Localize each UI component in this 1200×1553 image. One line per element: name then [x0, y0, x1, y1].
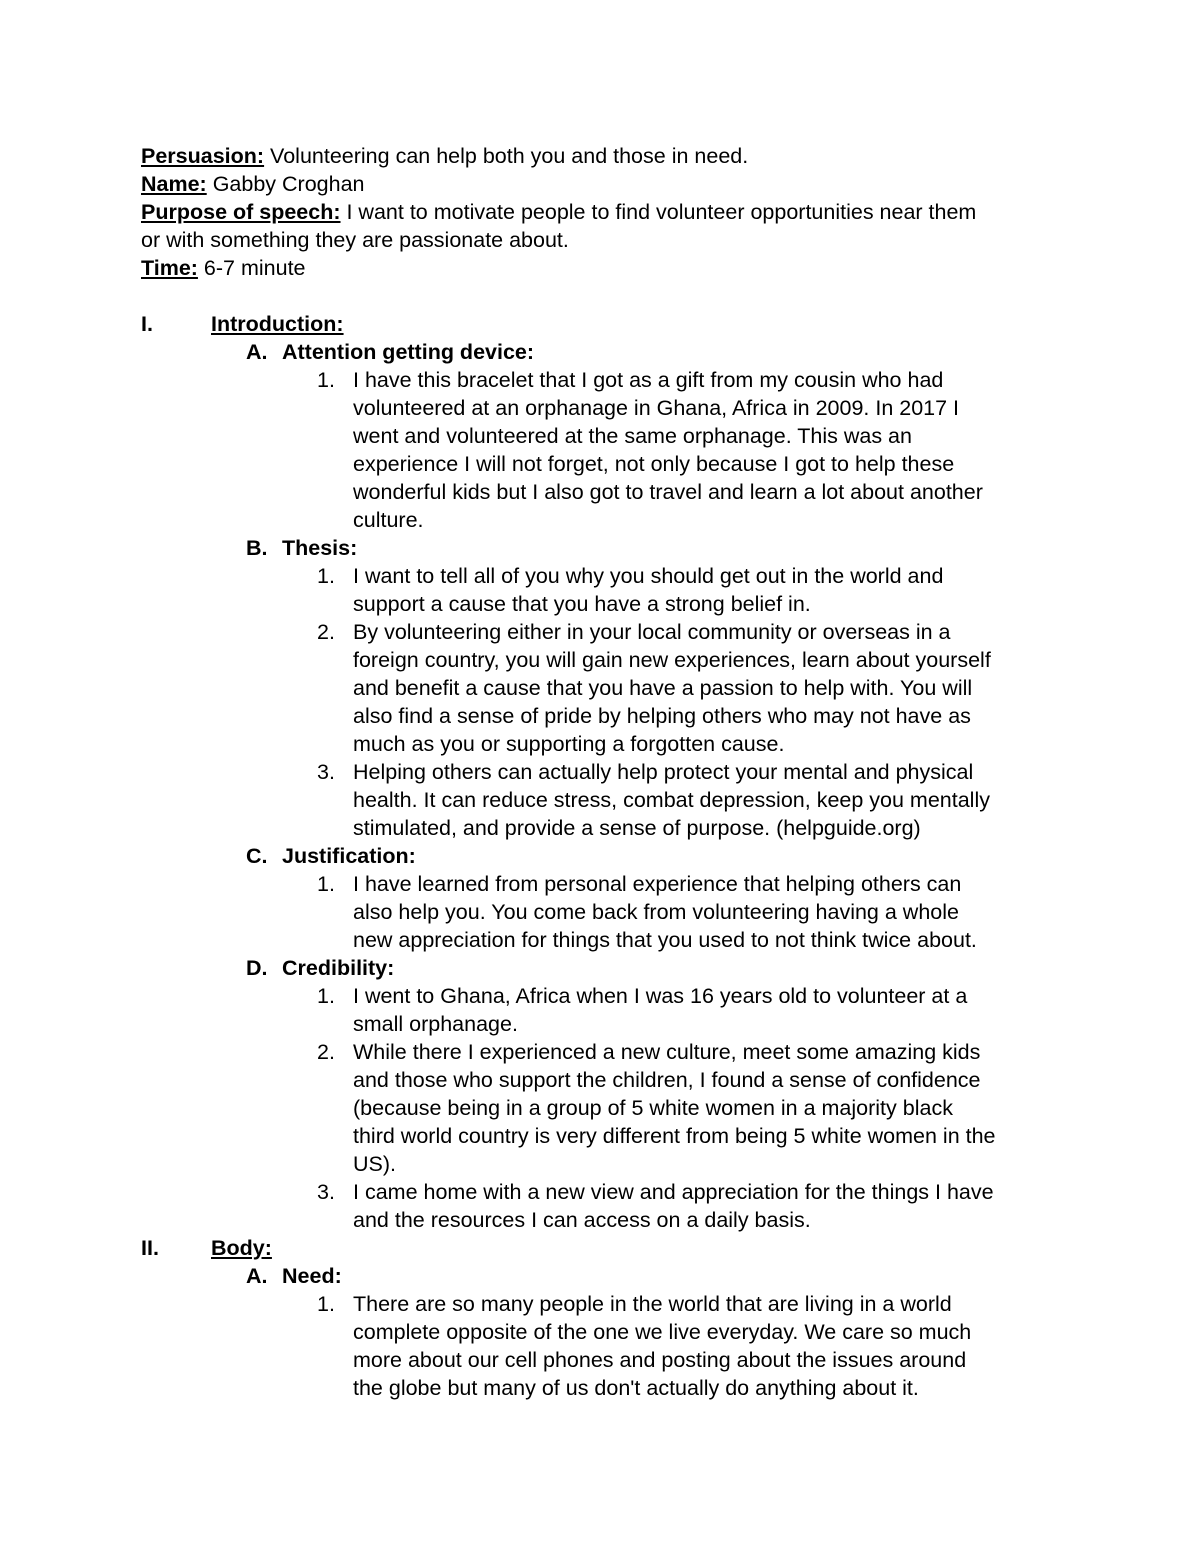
subsection-title-attention: Attention getting device:: [282, 340, 535, 364]
item-line: stimulated, and provide a sense of purpose. (helpguide.org): [353, 816, 921, 840]
item-number: 1.: [317, 368, 335, 392]
item-number: 2.: [317, 620, 335, 644]
time-label: Time:: [141, 256, 198, 280]
section-numeral-body: II.: [141, 1236, 159, 1260]
item-line: foreign country, you will gain new experiences, learn about yourself: [353, 648, 991, 672]
list-item: [353, 562, 1073, 618]
item-line: There are so many people in the world that are living in a world: [353, 1292, 952, 1316]
item-line: support a cause that you have a strong belief in.: [353, 592, 811, 616]
name-value: Gabby Croghan: [206, 172, 365, 196]
item-line: experience I will not forget, not only because I got to help these: [353, 452, 955, 476]
list-item: [353, 1038, 1073, 1178]
purpose-line-2: [141, 226, 1141, 254]
subsection-title-thesis: Thesis:: [282, 536, 358, 560]
list-item: [353, 758, 1073, 842]
subsection-letter-need: A.: [246, 1264, 268, 1288]
item-line: I came home with a new view and appreciation for the things I have: [353, 1180, 994, 1204]
subsection-letter-thesis: B.: [246, 536, 268, 560]
item-number: 1.: [317, 984, 335, 1008]
item-number: 3.: [317, 760, 335, 784]
item-number: 1.: [317, 564, 335, 588]
purpose-value-cont: or with something they are passionate about.: [141, 228, 569, 252]
item-line: health. It can reduce stress, combat depression, keep you mentally: [353, 788, 990, 812]
item-line: I want to tell all of you why you should get out in the world and: [353, 564, 944, 588]
item-line: wonderful kids but I also got to travel and learn a lot about another: [353, 480, 983, 504]
purpose-value: I want to motivate people to find volunteer opportunities near them: [340, 200, 977, 224]
item-line: small orphanage.: [353, 1012, 518, 1036]
item-line: also help you. You come back from volunteering having a whole: [353, 900, 959, 924]
subsection-letter-attention: A.: [246, 340, 268, 364]
item-number: 1.: [317, 872, 335, 896]
persuasion-value: Volunteering can help both you and those in need.: [264, 144, 749, 168]
item-line: also find a sense of pride by helping others who may not have as: [353, 704, 971, 728]
item-line: and those who support the children, I found a sense of confidence: [353, 1068, 981, 1092]
item-line: While there I experienced a new culture, meet some amazing kids: [353, 1040, 981, 1064]
subsection-letter-credibility: D.: [246, 956, 268, 980]
item-number: 2.: [317, 1040, 335, 1064]
item-line: (because being in a group of 5 white women in a majority black: [353, 1096, 953, 1120]
item-line: I went to Ghana, Africa when I was 16 years old to volunteer at a: [353, 984, 968, 1008]
time-value: 6-7 minute: [197, 256, 306, 280]
item-number: 3.: [317, 1180, 335, 1204]
item-line: I have this bracelet that I got as a gift from my cousin who had: [353, 368, 944, 392]
section-title-intro: Introduction:: [211, 312, 344, 336]
item-number: 1.: [317, 1292, 335, 1316]
item-line: the globe but many of us don't actually do anything about it.: [353, 1376, 919, 1400]
item-line: complete opposite of the one we live everyday. We care so much: [353, 1320, 972, 1344]
list-item: [353, 982, 1073, 1038]
item-line: Helping others can actually help protect your mental and physical: [353, 760, 974, 784]
item-line: and benefit a cause that you have a passion to help with. You will: [353, 676, 973, 700]
item-line: I have learned from personal experience that helping others can: [353, 872, 962, 896]
item-line: By volunteering either in your local community or overseas in a: [353, 620, 951, 644]
subsection-title-credibility: Credibility:: [282, 956, 395, 980]
persuasion-label: Persuasion:: [141, 144, 265, 168]
item-line: more about our cell phones and posting about the issues around: [353, 1348, 967, 1372]
item-line: US).: [353, 1152, 396, 1176]
time-line: [141, 254, 1141, 282]
item-line: and the resources I can access on a daily basis.: [353, 1208, 811, 1232]
purpose-line: [141, 198, 1141, 226]
list-item: [353, 366, 1073, 534]
section-title-body: Body:: [211, 1236, 272, 1260]
subsection-letter-justification: C.: [246, 844, 268, 868]
purpose-label: Purpose of speech:: [141, 200, 341, 224]
name-label: Name:: [141, 172, 207, 196]
item-line: volunteered at an orphanage in Ghana, Africa in 2009. In 2017 I: [353, 396, 960, 420]
subsection-title-need: Need:: [282, 1264, 342, 1288]
item-line: much as you or supporting a forgotten cause.: [353, 732, 785, 756]
list-item: [353, 618, 1073, 758]
item-line: third world country is very different from being 5 white women in the: [353, 1124, 996, 1148]
item-line: went and volunteered at the same orphanage. This was an: [353, 424, 912, 448]
list-item: [353, 870, 1073, 954]
item-line: culture.: [353, 508, 424, 532]
subsection-title-justification: Justification:: [282, 844, 416, 868]
list-item: [353, 1290, 1073, 1402]
list-item: [353, 1178, 1073, 1234]
item-line: new appreciation for things that you used to not think twice about.: [353, 928, 977, 952]
name-line: [141, 170, 1141, 198]
section-numeral-intro: I.: [141, 312, 153, 336]
persuasion-line: [141, 142, 1141, 170]
